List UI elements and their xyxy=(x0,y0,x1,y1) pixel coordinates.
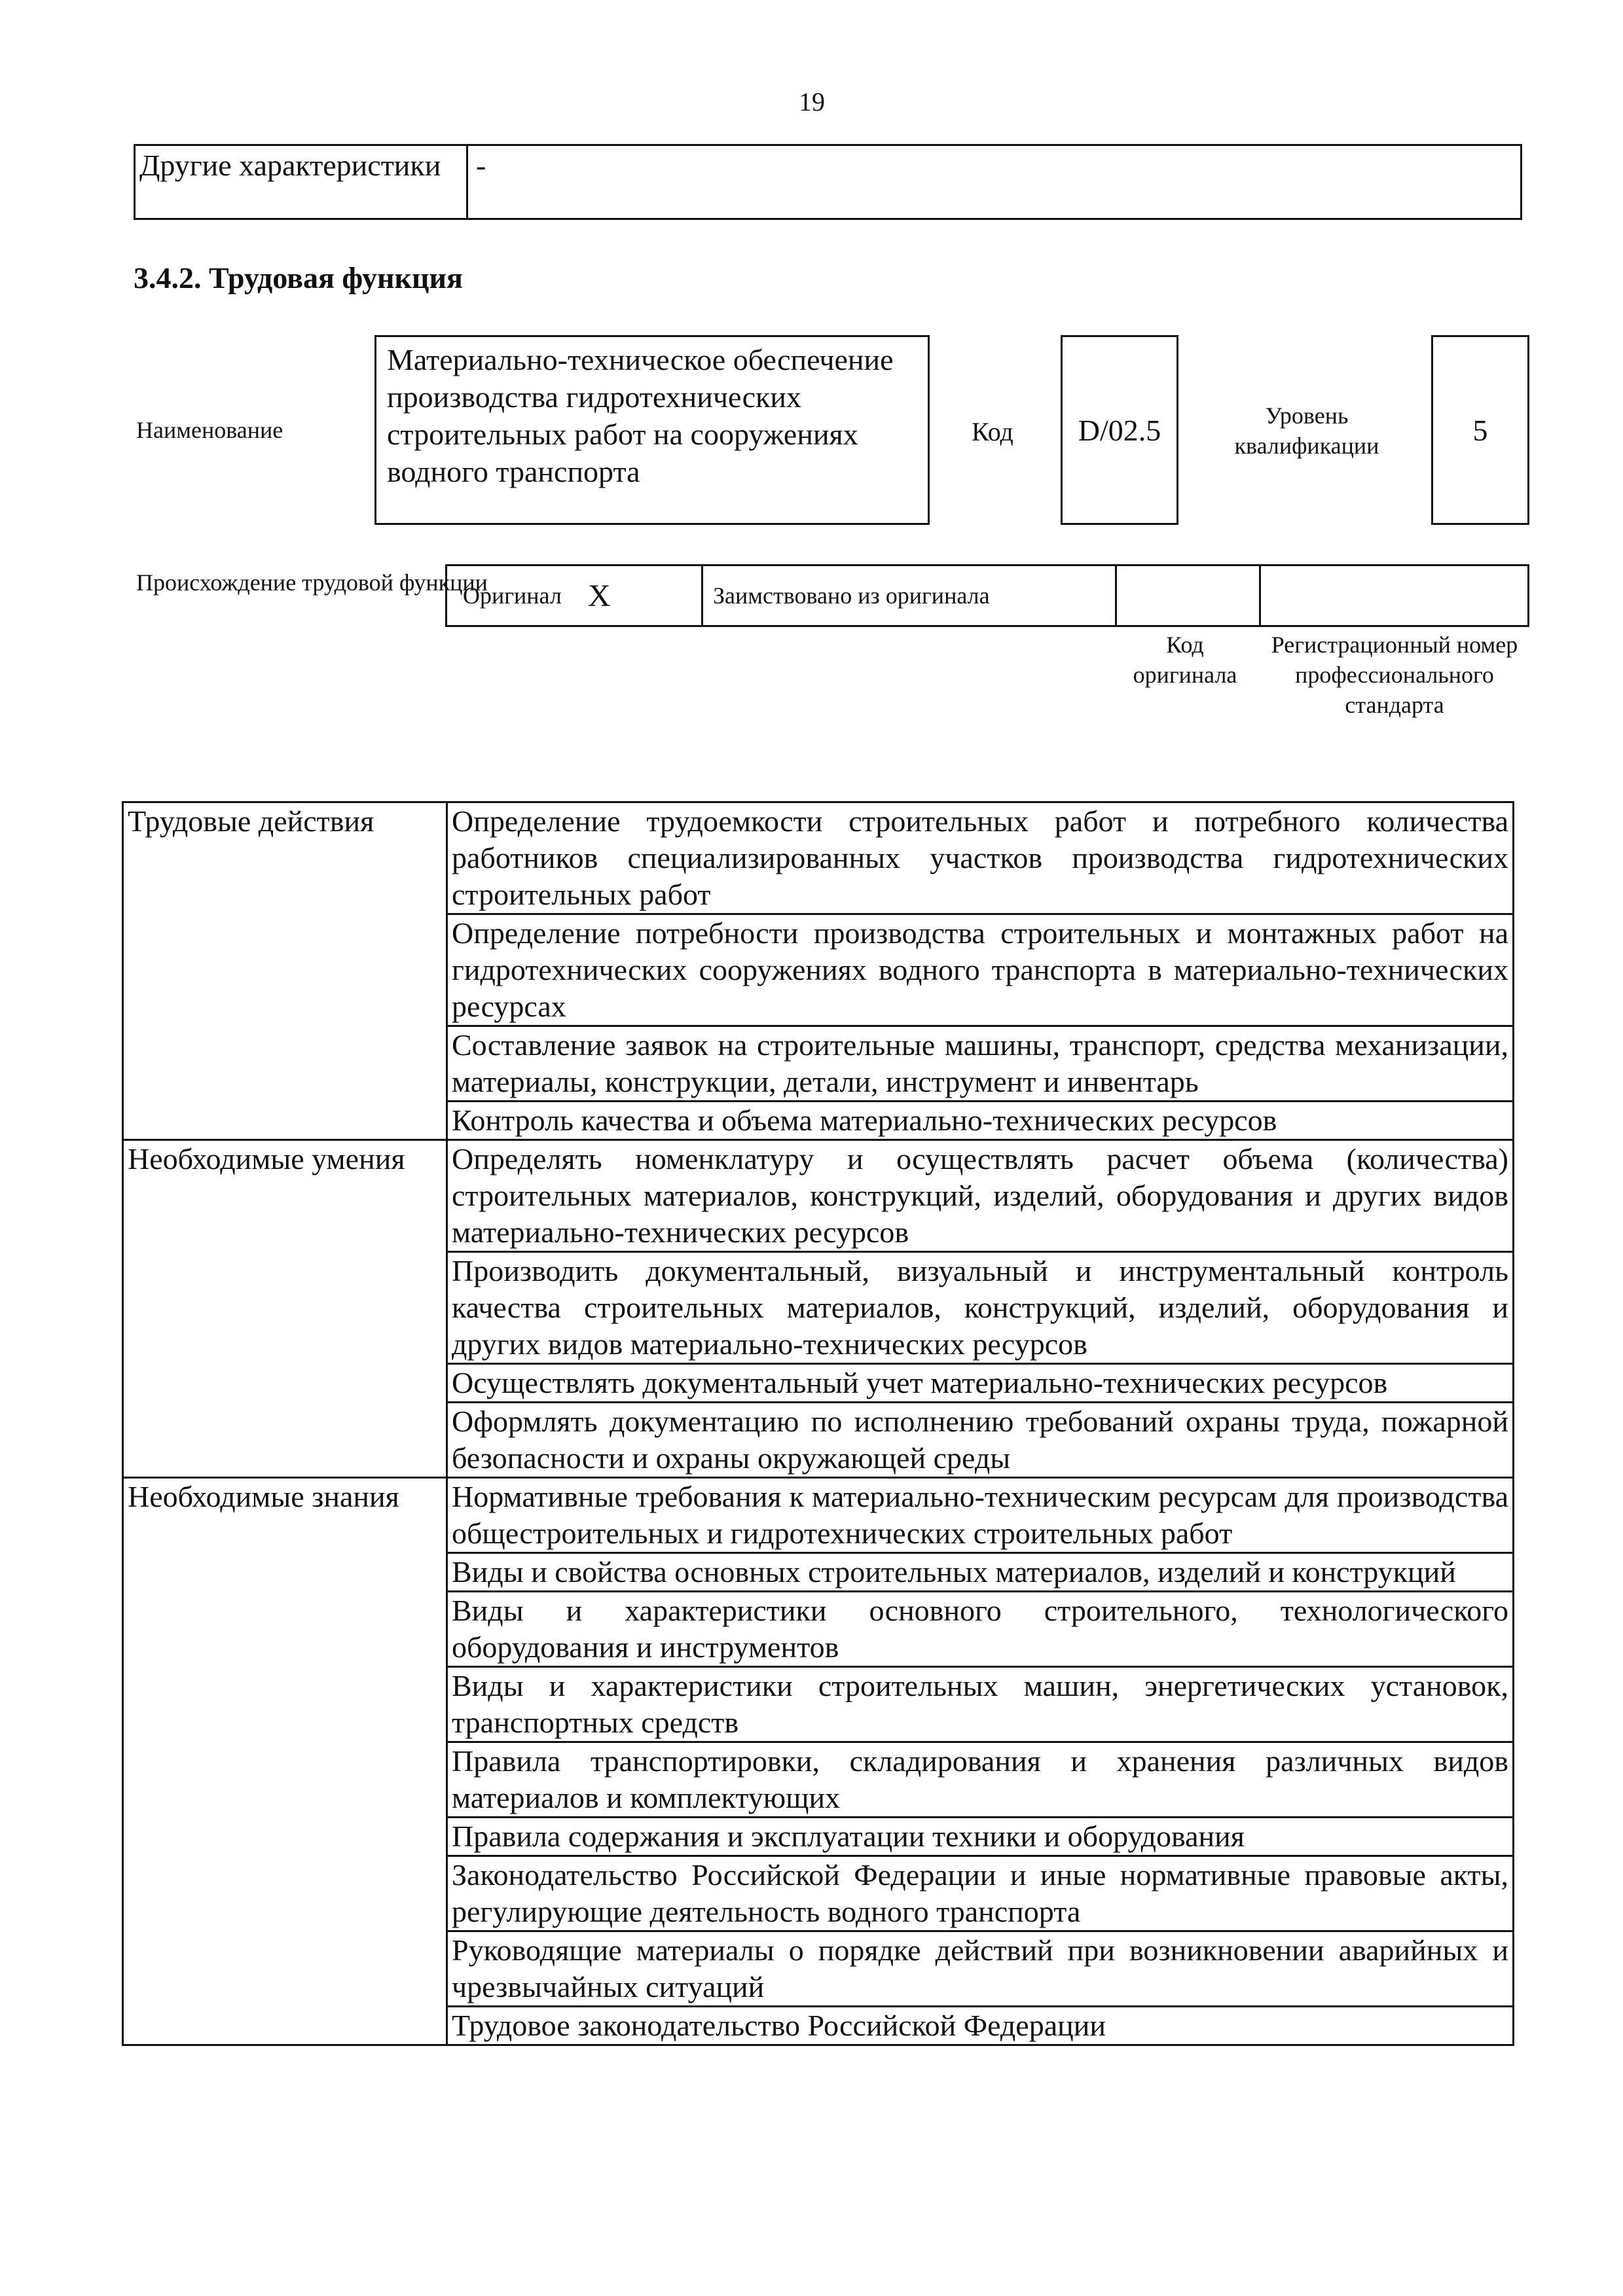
other-characteristics-table xyxy=(134,144,1522,220)
page-number: 19 xyxy=(799,87,825,117)
origin-divider xyxy=(701,566,703,625)
other-characteristics-value: - xyxy=(476,149,486,182)
group-item: Руководящие материалы о порядке действий при возникновении аварийных и чрезвычайных ситуаций xyxy=(447,1931,1514,2007)
function-code-value: D/02.5 xyxy=(1061,335,1178,525)
origin-divider xyxy=(1259,566,1261,625)
group-item: Нормативные требования к материально-техническим ресурсам для производства общестроительных и гидротехнических строительных работ xyxy=(447,1478,1514,1553)
group-item: Производить документальный, визуальный и инструментальный контроль качества строительных материалов, конструкций, изделий, оборудования и других видов материально-технических ресурсов xyxy=(447,1252,1514,1364)
group-item: Трудовое законодательство Российской Федерации xyxy=(447,2007,1514,2045)
group-item: Осуществлять документальный учет материально-технических ресурсов xyxy=(447,1364,1514,1403)
group-item: Виды и характеристики основного строительного, технологического оборудования и инструментов xyxy=(447,1592,1514,1667)
table-divider xyxy=(466,146,468,218)
group-item: Определять номенклатуру и осуществлять расчет объема (количества) строительных материалов, конструкций, изделий, оборудования и других видов материально-технических ресурсов xyxy=(447,1140,1514,1252)
table-row xyxy=(123,1478,1514,1553)
qualification-level-value: 5 xyxy=(1431,335,1529,525)
group-item: Определение трудоемкости строительных работ и потребного количества работников специализированных участков производства гидротехнических строительных работ xyxy=(447,802,1514,914)
group-title: Необходимые умения xyxy=(123,1140,447,1478)
group-item: Составление заявок на строительные машины, транспорт, средства механизации, материалы, конструкции, детали, инструмент и инвентарь xyxy=(447,1026,1514,1102)
group-item: Правила транспортировки, складирования и хранения различных видов материалов и комплектующих xyxy=(447,1742,1514,1818)
group-item: Законодательство Российской Федерации и иные нормативные правовые акты, регулирующие деятельность водного транспорта xyxy=(447,1856,1514,1931)
origin-table xyxy=(445,564,1529,627)
origin-original-mark: X xyxy=(587,578,611,613)
qualification-level-label: Уровень квалификации xyxy=(1234,403,1379,459)
section-title: 3.4.2. Трудовая функция xyxy=(134,261,463,295)
function-name-label: Наименование xyxy=(136,417,283,443)
group-title: Трудовые действия xyxy=(123,802,447,1140)
group-item: Определение потребности производства строительных и монтажных работ на гидротехнических сооружениях водного транспорта в материально-технических ресурсах xyxy=(447,914,1514,1026)
group-item: Оформлять документацию по исполнению требований охраны труда, пожарной безопасности и охраны окружающей среды xyxy=(447,1403,1514,1478)
origin-reg-caption: Регистрационный номер профессионального стандарта xyxy=(1271,632,1518,718)
function-name-value: Материально-техническое обеспечение производства гидротехнических строительных работ на сооружениях водного транспорта xyxy=(374,335,930,525)
origin-borrowed-label: Заимствовано из оригинала xyxy=(713,583,990,609)
origin-label: Происхождение трудовой функции xyxy=(136,569,488,596)
labor-function-table xyxy=(122,801,1514,2046)
group-title: Необходимые знания xyxy=(123,1478,447,2045)
other-characteristics-label: Другие характеристики xyxy=(139,149,441,182)
origin-code-caption: Код оригинала xyxy=(1133,632,1237,688)
group-item: Контроль качества и объема материально-технических ресурсов xyxy=(447,1102,1514,1140)
origin-original-label: Оригинал xyxy=(463,583,562,609)
group-item: Виды и свойства основных строительных материалов, изделий и конструкций xyxy=(447,1553,1514,1592)
group-item: Правила содержания и эксплуатации техники и оборудования xyxy=(447,1818,1514,1856)
origin-original-cell xyxy=(463,566,712,625)
origin-divider xyxy=(1115,566,1117,625)
table-row xyxy=(123,1140,1514,1252)
group-item: Виды и характеристики строительных машин, энергетических установок, транспортных средств xyxy=(447,1667,1514,1742)
table-row xyxy=(123,802,1514,914)
function-code-label: Код xyxy=(972,417,1013,446)
